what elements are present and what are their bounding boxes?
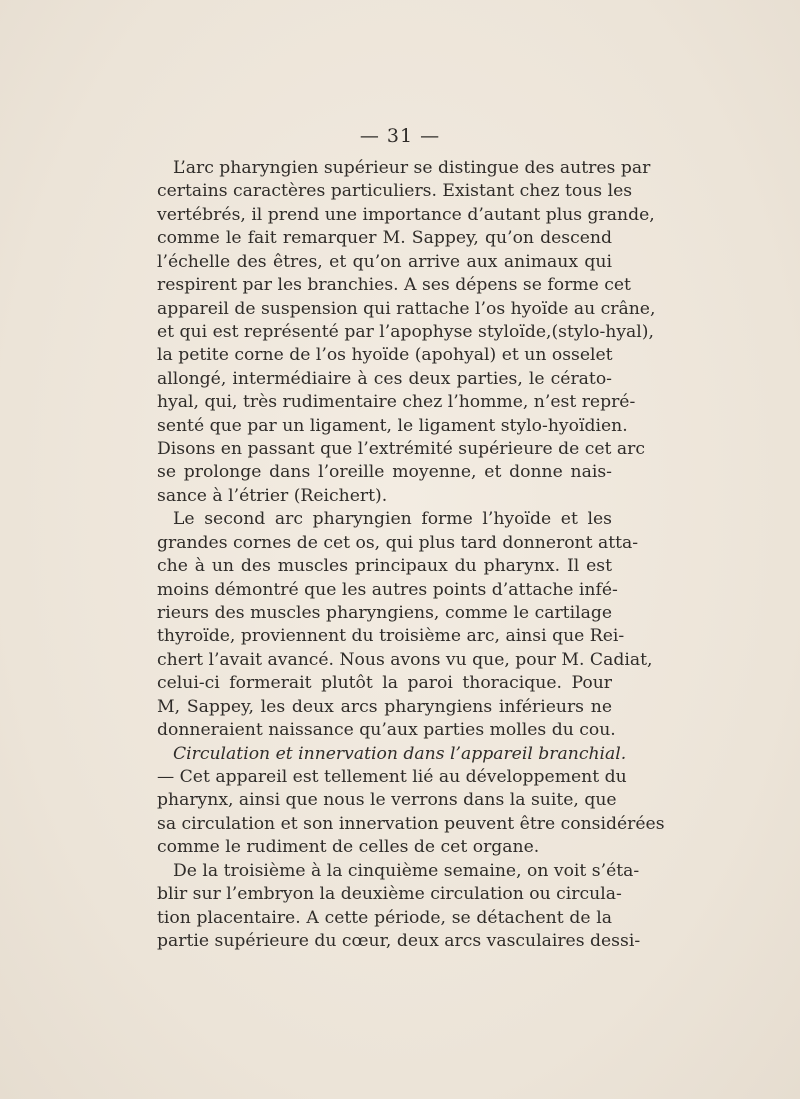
page-number: — 31 — (359, 125, 441, 147)
body-text (157, 157, 665, 953)
text-line: thyroïde, proviennent du troisième arc, ainsi que Rei- (157, 626, 625, 647)
text-line: Circulation et innervation dans l’appareil branchial. (173, 743, 627, 764)
text-line: certains caractères particuliers. Existant chez tous les (157, 181, 633, 202)
text-line: comme le rudiment de celles de cet organe. (157, 837, 540, 858)
text-line: sance à l’étrier (Reichert). (157, 485, 388, 506)
text-line: allongé, intermédiaire à ces deux parties, le cérato- (157, 368, 612, 389)
text-line: Le second arc pharyngien forme l’hyoïde et les (173, 509, 612, 530)
text-line: comme le fait remarquer M. Sappey, qu’on descend (157, 228, 612, 249)
text-line: moins démontré que les autres points d’attache infé- (157, 579, 618, 600)
text-line: L’arc pharyngien supérieur se distingue des autres par (173, 158, 651, 178)
text-line: chert l’avait avancé. Nous avons vu que, pour M. Cadiat, (157, 649, 653, 670)
text-line: Disons en passant que l’extrémité supérieure de cet arc (157, 439, 646, 460)
text-line: et qui est représenté par l’apophyse styloïde,(stylo-hyal), (157, 321, 654, 342)
text-line: che à un des muscles principaux du pharynx. Il est (157, 556, 612, 577)
text-line: appareil de suspension qui rattache l’os hyoïde au crâne, (157, 298, 656, 319)
text-line: celui-ci formerait plutôt la paroi thoracique. Pour (157, 673, 612, 694)
text-line: grandes cornes de cet os, qui plus tard donneront atta- (157, 532, 639, 553)
text-line: M, Sappey, les deux arcs pharyngiens inférieurs ne (157, 696, 612, 717)
text-line: tion placentaire. A cette période, se détachent de la (157, 907, 612, 928)
text-line: respirent par les branchies. A ses dépens se forme cet (157, 275, 631, 296)
text-line: partie supérieure du cœur, deux arcs vasculaires dessi- (157, 930, 641, 951)
text-line: se prolonge dans l’oreille moyenne, et donne nais- (157, 462, 612, 483)
text-line: De la troisième à la cinquième semaine, on voit s’éta- (173, 860, 640, 881)
text-line: — Cet appareil est tellement lié au développement du (157, 766, 627, 787)
text-line: hyal, qui, très rudimentaire chez l’homme, n’est repré- (157, 392, 636, 413)
text-line: pharynx, ainsi que nous le verrons dans la suite, que (157, 790, 617, 811)
text-line: sa circulation et son innervation peuvent être considérées (157, 813, 665, 834)
text-line: l’échelle des êtres, et qu’on arrive aux animaux qui (157, 251, 612, 272)
text-line: vertébrés, il prend une importance d’autant plus grande, (157, 204, 655, 225)
text-line: donneraient naissance qu’aux parties molles du cou. (157, 720, 616, 741)
text-line: blir sur l’embryon la deuxième circulation ou circula- (157, 884, 622, 905)
text-line: senté que par un ligament, le ligament stylo-hyoïdien. (157, 415, 628, 436)
text-line: rieurs des muscles pharyngiens, comme le cartilage (157, 603, 612, 624)
text-line: la petite corne de l’os hyoïde (apohyal) et un osselet (157, 345, 613, 366)
